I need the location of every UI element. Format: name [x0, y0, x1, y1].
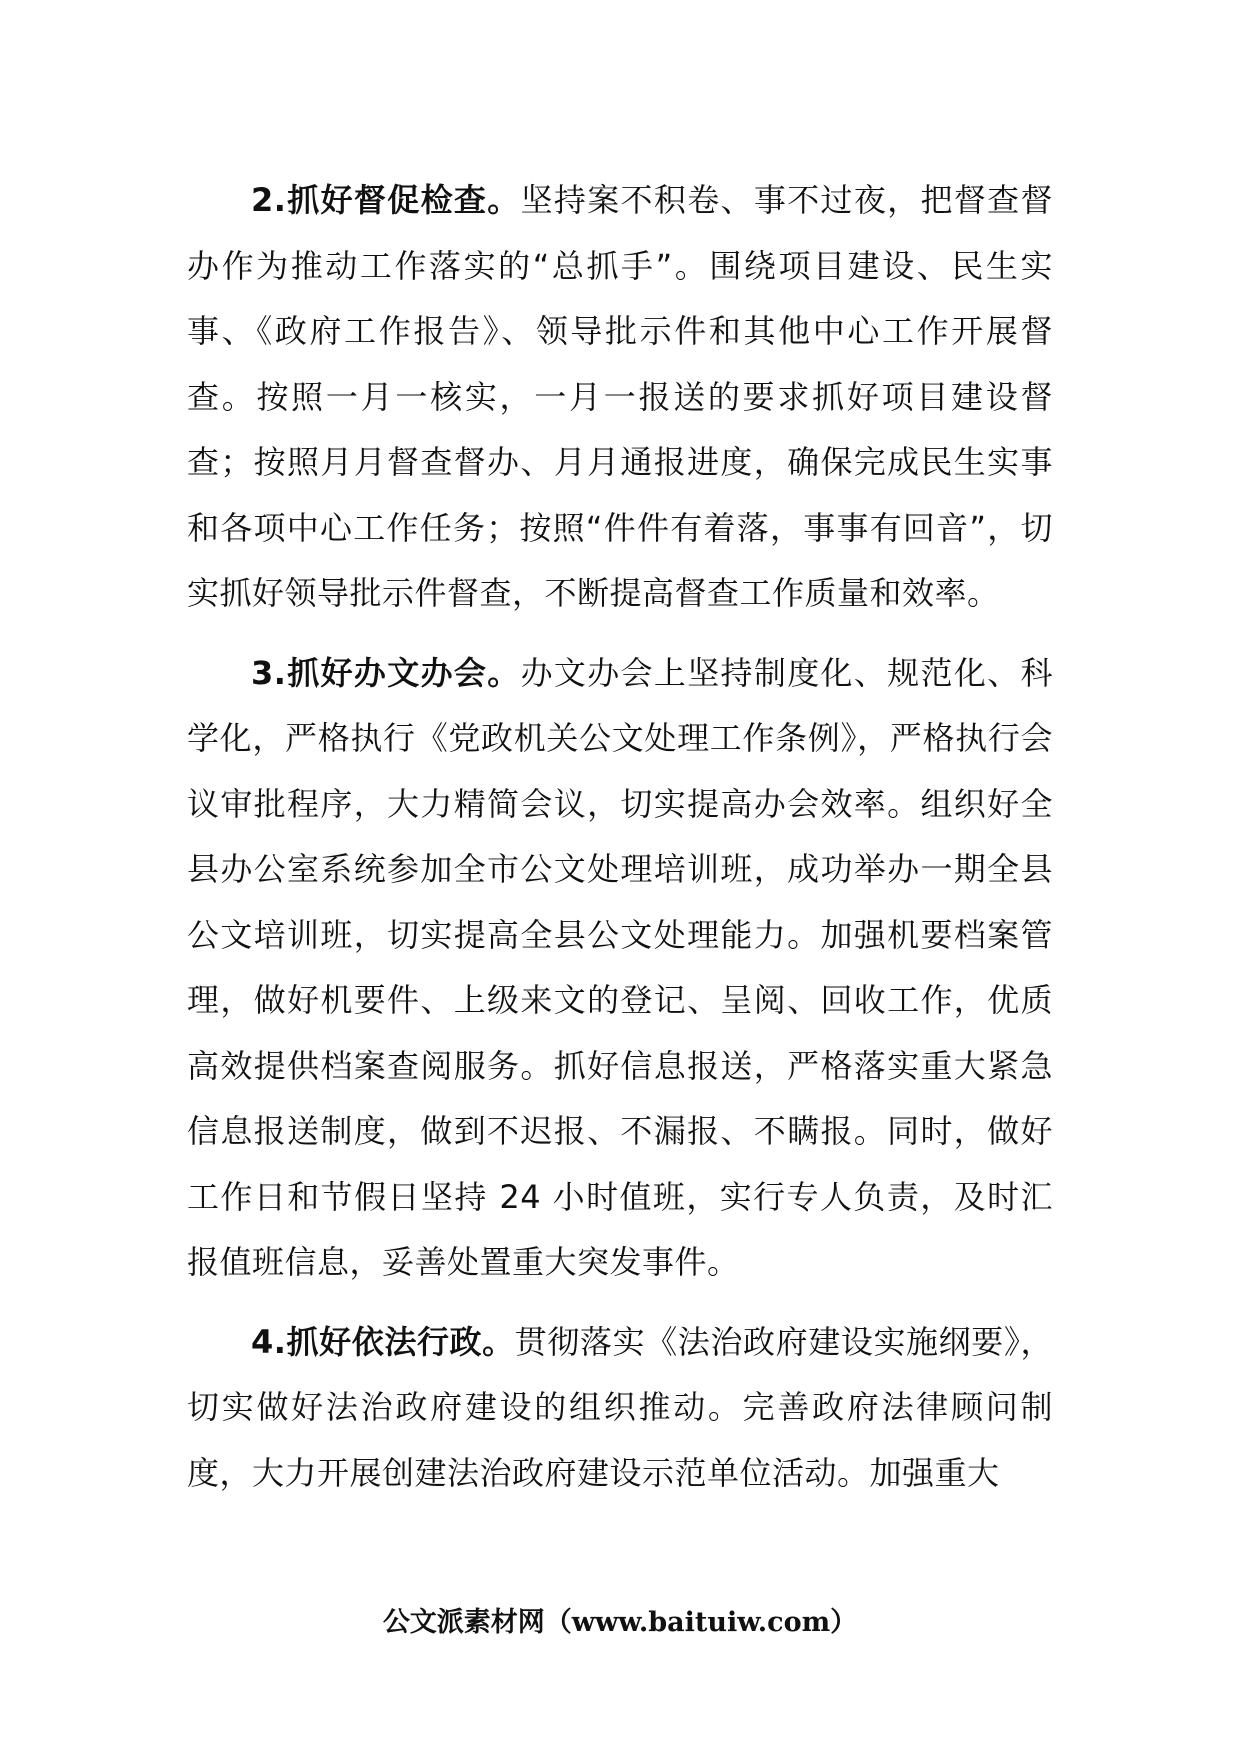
- page-footer-watermark: 公文派素材网（www.baituiw.com）: [382, 1607, 858, 1638]
- paragraph-heading: 3.抓好办文办会。: [251, 653, 521, 692]
- paragraph-heading: 4.抓好依法行政。: [251, 1322, 515, 1361]
- paragraph-rule-of-law: [187, 1310, 1053, 1507]
- document-body: [187, 168, 1053, 1520]
- paragraph-documents-meetings: [187, 641, 1053, 1296]
- paragraph-heading: 2.抓好督促检查。: [251, 181, 521, 219]
- paragraph-text: 坚持案不积卷、事不过夜，把督查督办作为推动工作落实的“总抓手”。围绕项目建设、民生实事、《政府工作报告》、领导批示件和其他中心工作开展督查。按照一月一核实，一月一报送的要求抓好项目建设督查；按照月月督查督办、月月通报进度，确保完成民生实事和各项中心工作任务；按照“件件有着落，事事有回音”，切实抓好领导批示件督查，不断提高督查工作质量和效率。: [187, 181, 1053, 612]
- paragraph-supervision: [187, 168, 1053, 627]
- paragraph-text: 贯彻落实《法治政府建设实施纲要》，切实做好法治政府建设的组织推动。完善政府法律顾问制度，大力开展创建法治政府建设示范单位活动。加强重大: [187, 1322, 1053, 1492]
- paragraph-text: 办文办会上坚持制度化、规范化、科学化，严格执行《党政机关公文处理工作条例》，严格执行会议审批程序，大力精简会议，切实提高办会效率。组织好全县办公室系统参加全市公文处理培训班，成功举办一期全县公文培训班，切实提高全县公文处理能力。加强机要档案管理，做好机要件、上级来文的登记、呈阅、回收工作，优质高效提供档案查阅服务。抓好信息报送，严格落实重大紧急信息报送制度，做到不迟报、不漏报、不瞒报。同时，做好工作日和节假日坚持 24 小时值班，实行专人负责，及时汇报值班信息，妥善处置重大突发事件。: [187, 653, 1053, 1281]
